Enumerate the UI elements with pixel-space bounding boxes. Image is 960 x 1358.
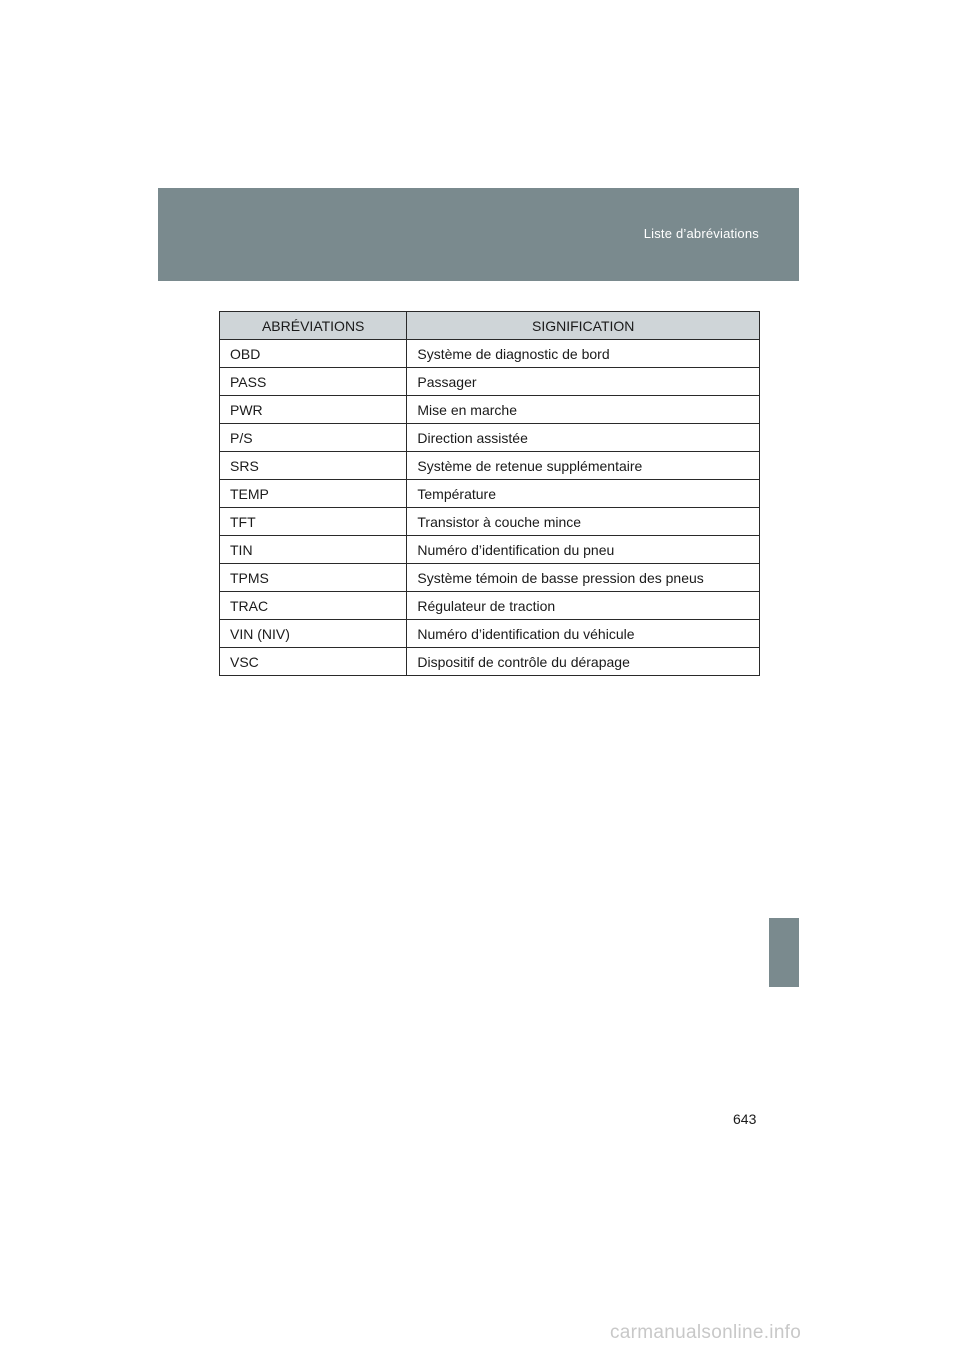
abbreviation-cell: VIN (NIV) <box>220 620 407 648</box>
chapter-header-band <box>158 188 799 281</box>
chapter-title: Liste d’abréviations <box>643 226 759 241</box>
meaning-cell: Mise en marche <box>407 396 760 424</box>
abbreviation-cell: PASS <box>220 368 407 396</box>
meaning-cell: Passager <box>407 368 760 396</box>
column-header-abbreviations: ABRÉVIATIONS <box>220 312 407 340</box>
table-row <box>220 452 760 480</box>
abbreviations-table <box>219 311 760 676</box>
chapter-side-tab <box>769 918 799 987</box>
meaning-cell: Numéro d’identification du pneu <box>407 536 760 564</box>
meaning-cell: Système témoin de basse pression des pneus <box>407 564 760 592</box>
table-row <box>220 340 760 368</box>
meaning-cell: Direction assistée <box>407 424 760 452</box>
meaning-cell: Dispositif de contrôle du dérapage <box>407 648 760 676</box>
abbreviation-cell: TPMS <box>220 564 407 592</box>
abbreviation-cell: SRS <box>220 452 407 480</box>
abbreviation-cell: P/S <box>220 424 407 452</box>
meaning-cell: Température <box>407 480 760 508</box>
page-number: 643 <box>733 1111 757 1127</box>
table-row <box>220 480 760 508</box>
abbreviation-cell: TRAC <box>220 592 407 620</box>
meaning-cell: Système de retenue supplémentaire <box>407 452 760 480</box>
table-row <box>220 508 760 536</box>
table-row <box>220 564 760 592</box>
abbreviation-cell: TIN <box>220 536 407 564</box>
table-row <box>220 648 760 676</box>
table-header-row <box>220 312 760 340</box>
meaning-cell: Transistor à couche mince <box>407 508 760 536</box>
column-header-signification: SIGNIFICATION <box>407 312 760 340</box>
table-row <box>220 592 760 620</box>
meaning-cell: Régulateur de traction <box>407 592 760 620</box>
table-row <box>220 536 760 564</box>
abbreviation-cell: TFT <box>220 508 407 536</box>
watermark-text: carmanualsonline.info <box>610 1322 802 1343</box>
table-row <box>220 620 760 648</box>
meaning-cell: Système de diagnostic de bord <box>407 340 760 368</box>
table-row <box>220 424 760 452</box>
abbreviation-cell: PWR <box>220 396 407 424</box>
table-row <box>220 396 760 424</box>
meaning-cell: Numéro d’identification du véhicule <box>407 620 760 648</box>
abbreviation-cell: VSC <box>220 648 407 676</box>
table-row <box>220 368 760 396</box>
abbreviation-cell: TEMP <box>220 480 407 508</box>
abbreviation-cell: OBD <box>220 340 407 368</box>
